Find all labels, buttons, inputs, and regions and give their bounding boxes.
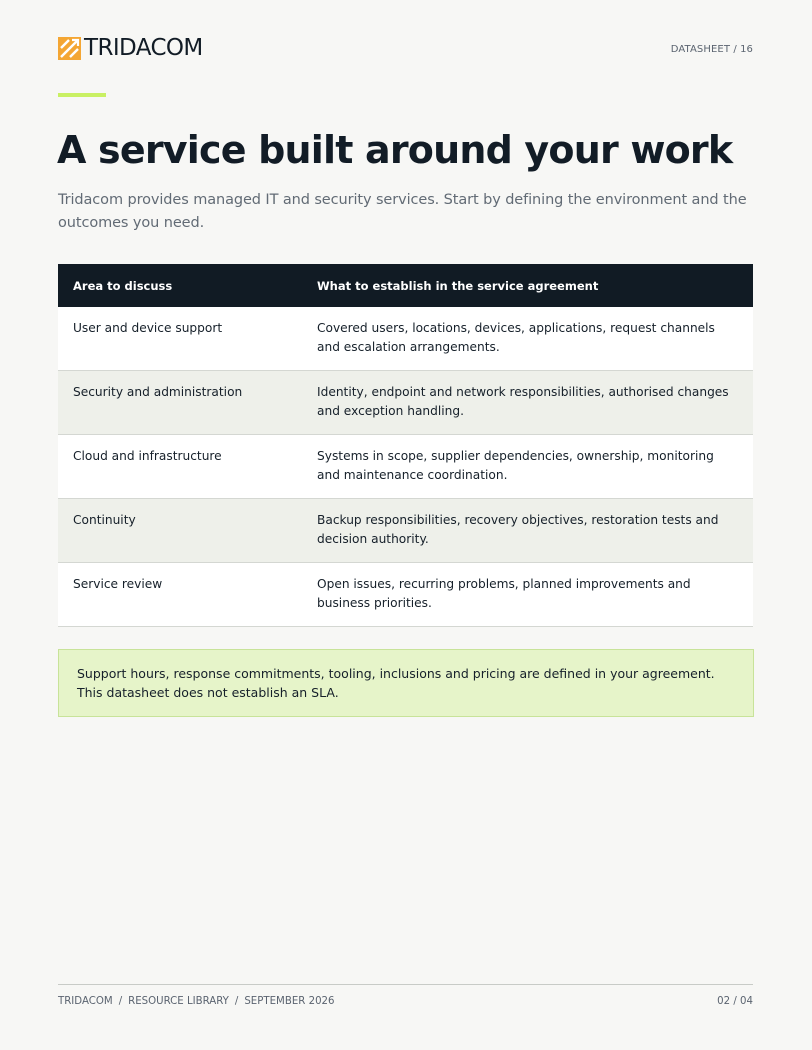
footer-divider xyxy=(58,984,753,985)
cell-area: Security and administration xyxy=(58,371,302,435)
footer-separator: / xyxy=(234,996,239,1007)
page-header xyxy=(58,36,753,62)
cell-area: Continuity xyxy=(58,499,302,563)
cell-area: User and device support xyxy=(58,307,302,371)
cell-detail: Open issues, recurring problems, planned improvements and business priorities. xyxy=(302,563,753,627)
intro-paragraph: Tridacom provides managed IT and security services. Start by defining the environment and the outcomes you need. xyxy=(58,192,747,231)
table-row xyxy=(58,371,753,435)
cell-area: Cloud and infrastructure xyxy=(58,435,302,499)
table-header-row xyxy=(58,264,753,307)
tridacom-logo-mark-icon xyxy=(58,37,81,60)
document-label: DATASHEET / 16 xyxy=(670,44,753,55)
tridacom-logo xyxy=(58,36,203,60)
cell-area: Service review xyxy=(58,563,302,627)
table-row xyxy=(58,563,753,627)
cell-detail: Backup responsibilities, recovery objectives, restoration tests and decision authority. xyxy=(302,499,753,563)
accent-bar xyxy=(58,93,106,97)
page-number: 02 / 04 xyxy=(717,996,753,1007)
table-row xyxy=(58,435,753,499)
cell-detail: Covered users, locations, devices, applications, request channels and escalation arrangements. xyxy=(302,307,753,371)
column-header-detail: What to establish in the service agreement xyxy=(302,264,753,307)
service-areas-table xyxy=(58,264,753,627)
page-title: A service built around your work xyxy=(57,128,733,172)
column-header-area: Area to discuss xyxy=(58,264,302,307)
logo-wordmark: TRIDACOM xyxy=(84,35,203,61)
table-row xyxy=(58,499,753,563)
agreement-note: Support hours, response commitments, tooling, inclusions and pricing are defined in your agreement. This datasheet does not establish an SLA. xyxy=(58,649,754,717)
footer-company: TRIDACOM xyxy=(58,996,113,1007)
footer-date: SEPTEMBER 2026 xyxy=(244,996,335,1007)
table-row xyxy=(58,307,753,371)
cell-detail: Identity, endpoint and network responsibilities, authorised changes and exception handling. xyxy=(302,371,753,435)
cell-detail: Systems in scope, supplier dependencies, ownership, monitoring and maintenance coordination. xyxy=(302,435,753,499)
footer-separator: / xyxy=(118,996,123,1007)
footer-section: RESOURCE LIBRARY xyxy=(128,996,229,1007)
footer-breadcrumb xyxy=(58,996,335,1007)
